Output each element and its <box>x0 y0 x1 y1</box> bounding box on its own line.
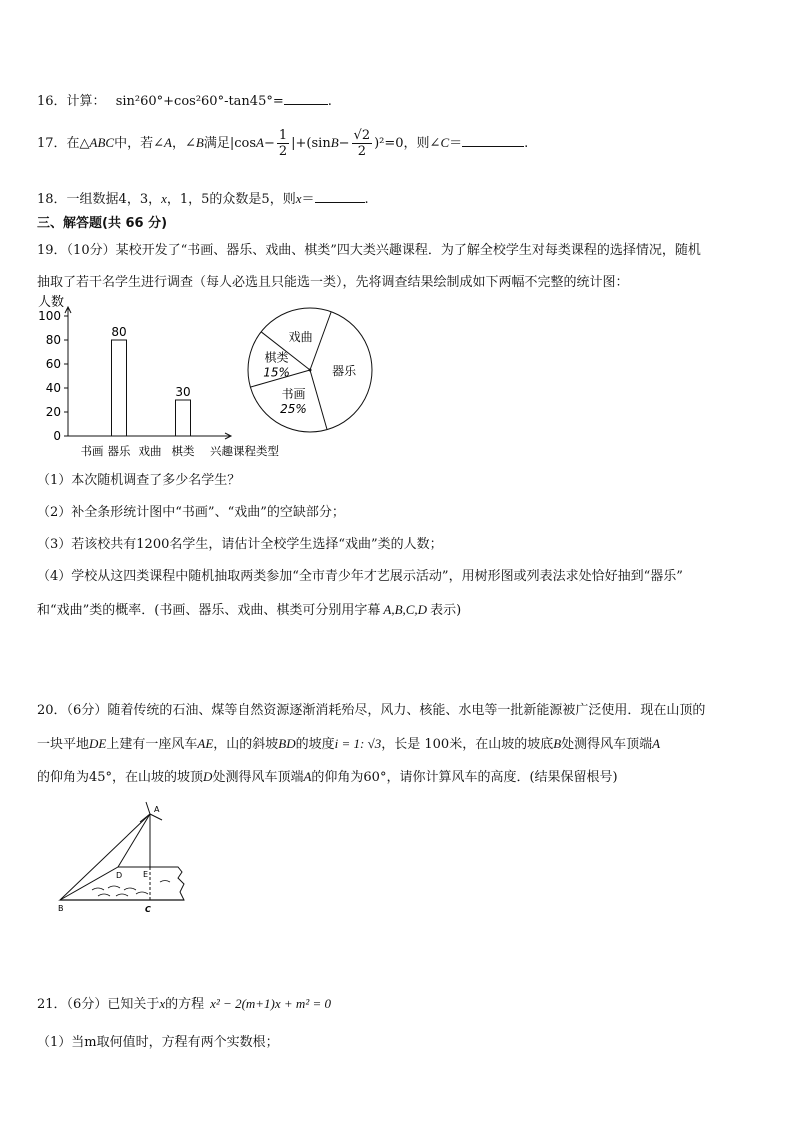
question-17: 17．在△ABC中，若∠A，∠B满足|cosA− $\frac{1}{2}$ |+(sinB− $\frac{√2}{2}$ )²=0，则∠C＝ . <box>37 128 529 159</box>
bar-value-label: 30 <box>175 385 191 399</box>
fraction-root2-over-2: $\frac{√2}{2}$ <box>353 128 371 159</box>
q20-line1: 20．（6分）随着传统的石油、煤等自然资源逐渐消耗殆尽，风力、核能、水电等一批新能源被广泛使用．现在山顶的 <box>37 703 706 718</box>
q19-sub1: （1）本次随机调查了多少名学生？ <box>37 473 241 488</box>
pie-chart <box>240 300 380 440</box>
q20-line2: 一块平地DE上建有一座风车AE，山的斜坡BD的坡度i = 1: √3，长是 100米，在山坡的坡底B处测得风车顶端A <box>37 736 661 752</box>
answer-blank-18[interactable] <box>315 190 365 203</box>
q19-line1: 19．（10分）某校开发了“书画、器乐、戏曲、棋类”四大类兴趣课程．为了解全校学生对每类课程的选择情况，随机 <box>37 243 701 258</box>
q19-line2: 抽取了若干名学生进行调查（每人必选且只能选一类），先将调查结果绘制成如下两幅不完整的统计图： <box>37 275 629 290</box>
pie-slice-percent: 25% <box>280 401 307 416</box>
bar-chart-ylabel: 人数 <box>38 295 65 310</box>
x-category-label: 书画 <box>80 444 104 458</box>
fraction-one-half: $\frac{1}{2}$ <box>278 128 288 159</box>
bar-value-label: 80 <box>111 325 127 339</box>
q16-expression: sin²60°+cos²60°-tan45°= <box>115 94 284 109</box>
y-tick-label: 40 <box>45 381 61 395</box>
x-category-label: 棋类 <box>171 444 195 458</box>
y-tick-label: 100 <box>38 309 61 323</box>
label-e: E <box>143 870 149 879</box>
q19-sub4a: （4）学校从这四类课程中随机抽取两类参加“全市青少年才艺展示活动”，用树形图或列表法求处恰好抽到“器乐” <box>37 569 683 584</box>
pie-slice-label: 器乐 <box>332 364 357 379</box>
pie-slice-label: 棋类 <box>264 350 289 365</box>
y-tick-label: 60 <box>45 357 61 371</box>
q19-sub2: （2）补全条形统计图中“书画”、“戏曲”的空缺部分； <box>37 505 345 520</box>
question-21: 21．（6分）已知关于x的方程 x² − 2(m+1)x + m² = 0 <box>37 996 331 1012</box>
label-b: B <box>58 904 64 913</box>
sight-line-b <box>60 814 150 900</box>
q19-sub4b: 和“戏曲”类的概率．(书画、器乐、戏曲、棋类可分别用字幕 A,B,C,D 表示) <box>37 602 462 618</box>
label-d: D <box>116 871 123 880</box>
answer-blank-17[interactable] <box>462 134 524 147</box>
bar <box>112 340 127 436</box>
question-16: 16．计算： sin²60°+cos²60°-tan45°= . <box>37 94 332 109</box>
q20-line3: 的仰角为45°，在山坡的坡顶D处测得风车顶端A的仰角为60°，请你计算风车的高度．(结果保留根号) <box>37 769 618 785</box>
label-a: A <box>154 805 160 814</box>
bar-chart-xlabel: 兴趣课程类型 <box>210 444 279 458</box>
label-c: C <box>145 905 151 914</box>
y-tick-label: 20 <box>45 405 61 419</box>
question-18: 18．一组数据4，3，x，1，5的众数是5，则x＝ . <box>37 191 369 207</box>
pie-center <box>309 369 312 372</box>
answer-blank-16[interactable] <box>284 92 328 105</box>
x-category-label: 戏曲 <box>138 444 162 458</box>
x-category-label: 器乐 <box>107 444 131 458</box>
q21-sub1: （1）当m取何值时，方程有两个实数根； <box>37 1035 279 1050</box>
bar <box>176 400 191 436</box>
q21-equation: x² − 2(m+1)x + m² = 0 <box>210 996 331 1011</box>
windmill-figure <box>50 800 200 920</box>
pie-slice-label: 书画 <box>281 386 306 401</box>
y-tick-label: 80 <box>45 333 61 347</box>
pie-slice-label: 戏曲 <box>288 330 313 345</box>
q19-sub3: （3）若该校共有1200名学生，请估计全校学生选择“戏曲”类的人数； <box>37 537 443 552</box>
y-tick-label: 0 <box>53 429 61 443</box>
pie-slice-percent: 15% <box>263 365 290 380</box>
section-heading: 三、解答题(共 66 分) <box>37 216 168 231</box>
